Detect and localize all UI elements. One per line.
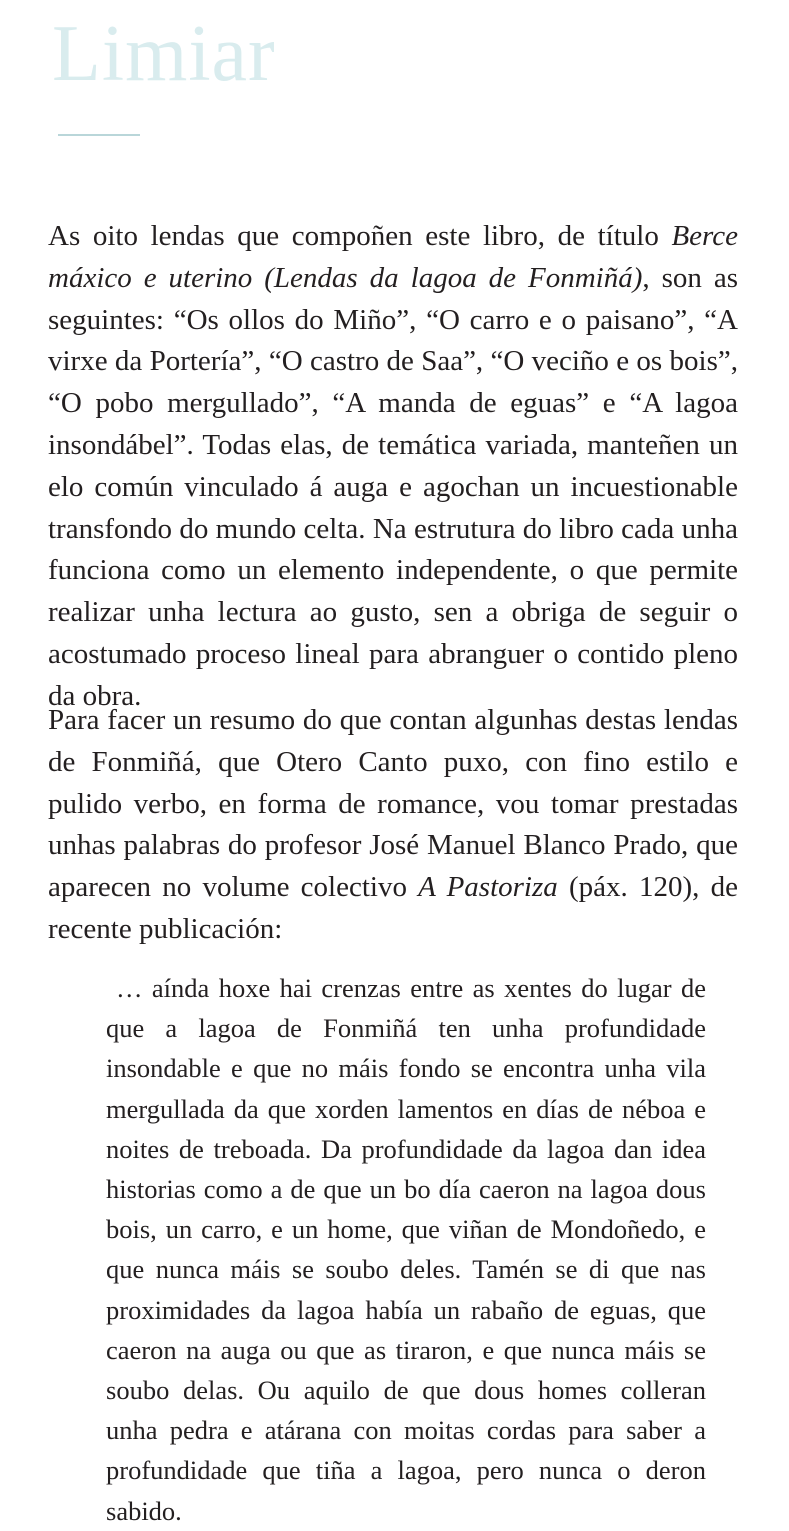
page-title: Limiar bbox=[52, 10, 276, 98]
volume-title: A Pastoriza bbox=[418, 871, 558, 904]
intro-text-end: , son as seguintes: “Os ollos do Miño”, “O carro e o paisano”, “A virxe da Portería”, “O castro de Saa”, “O veciño e os bois”, “O pobo mergullado”, “A manda de eguas” e “A lagoa insondábel”. Todas elas, de temática variada, manteñen un elo común vinculado á auga e agochan un incuestionable transfondo do mundo celta. Na estrutura do libro cada unha funciona como un elemento independente, o que permite realizar unha lectura ao gusto, sen a obriga de seguir o acostumado proceso lineal para abranguer o contido pleno da obra. bbox=[48, 261, 738, 712]
block-quote bbox=[106, 968, 706, 1531]
summary-text-start: Para facer un resumo do que contan algunhas destas lendas de Fonmiñá, que Otero Canto puxo, con fino estilo e pulido verbo, en forma de romance, vou tomar prestadas unhas palabras do profesor José Manuel Blanco Prado, que aparecen no volume colectivo bbox=[48, 704, 738, 904]
summary-text-end: (páx. 120), de recente publicación: bbox=[48, 871, 738, 945]
intro-paragraph bbox=[48, 216, 738, 718]
book-title: Berce máxico e uterino (Lendas da lagoa de Fonmiñá) bbox=[48, 220, 738, 294]
quote-text: … aínda hoxe hai crenzas entre as xentes do lugar de que a lagoa de Fonmiñá ten unha profundidade insondable e que no máis fondo se encontra unha vila mergullada da que xorden lamentos en días de néboa e noites de treboada. Da profundidade da lagoa dan idea historias como a de que un bo día caeron na lagoa dous bois, un carro, e un home, que viñan de Mondoñedo, e que nunca máis se soubo deles. Tamén se di que nas proximidades da lagoa había un rabaño de eguas, que caeron na auga ou que as tiraron, e que nunca máis se soubo delas. Ou aquilo de que dous homes colleran unha pedra e atárana con moitas cordas para saber a profundidade que tiña a lagoa, pero nunca o deron sabido. bbox=[106, 973, 706, 1526]
title-divider bbox=[58, 134, 140, 136]
intro-text-start: As oito lendas que compoñen este libro, de título bbox=[48, 220, 672, 252]
summary-paragraph bbox=[48, 700, 738, 951]
